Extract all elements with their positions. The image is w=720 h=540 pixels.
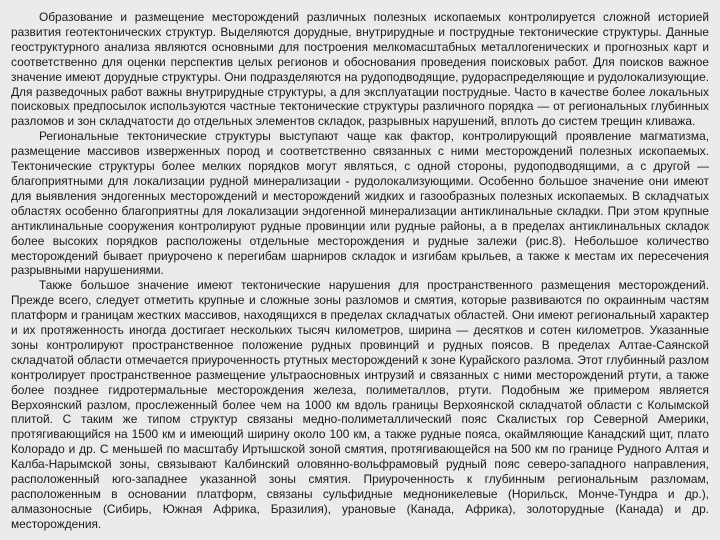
document-body [11, 10, 709, 532]
paragraph-3: Также большое значение имеют тектонические нарушения для пространственного размещения месторождений. Прежде всего, следует отметить крупные и сложные зоны разломов и смятия, которые развиваются по окраинным частям платформ и границам жестких массивов, находящихся в пределах складчатых областей. Они имеют региональный характер и их протяженность иногда достигает нескольких тысяч километров, ширина — десятков и сотен километров. Указанные зоны контролируют пространственное положение рудных провинций и рудных поясов. В пределах Алтае-Саянской складчатой области отмечается приуроченность ртутных месторождений к зоне Курайского разлома. Этот глубинный разлом контролирует пространственное размещение ультраосновных интрузий и связанных с ними месторождений ртути, а также более позднее гидротермальные месторождения железа, полиметаллов, ртути. Подобным же примером является Верхоянский разлом, прослеженный более чем на 1000 км вдоль границы Верхоянской складчатой области с Колымской плитой. С таким же типом структур связаны медно-полиметаллический пояс Скалистых гор Северной Америки, протягивающийся на 1500 км и имеющий ширину около 100 км, а также рудные пояса, окаймляющие Канадский щит, плато Колорадо и др. С меньшей по масштабу Иртышской зоной смятия, протягивающейся на 500 км по границе Рудного Алтая и Калба-Нарымской зоны, связывают Калбинский оловянно-вольфрамовый рудный пояс северо-западного направления, расположенный юго-западнее указанной зоны смятия. Приуроченность к глубинным региональным разломам, расположенным в основании платформ, связаны сульфидные медноникелевые (Норильск, Монче-Тундра и др.), алмазоносные (Сибирь, Южная Африка, Бразилия), урановые (Канада, Африка), золоторудные (Канада) и др. месторождения. [11, 278, 709, 531]
paragraph-1: Образование и размещение месторождений различных полезных ископаемых контролируется сложной историей развития геотектонических структур. Выделяются дорудные, внутрирудные и пострудные тектонические структуры. Данные геоструктурного анализа являются основными для построения мелкомасштабных металлогенических и прогнозных карт и соответственно для оценки перспектив целых регионов и обоснования проведения поисковых работ. Для поисков важное значение имеют дорудные структуры. Они подразделяются на рудоподводящие, рудораспределяющие и рудолокализующие. Для разведочных работ важны внутрирудные структуры, а для эксплуатации пострудные. Часто в качестве более локальных поисковых предпосылок используются частные тектонические структуры различного порядка — от региональных глубинных разломов и зон складчатости до отдельных элементов складок, разрывных нарушений, вплоть до систем трещин кливажа. [11, 10, 709, 129]
paragraph-2: Региональные тектонические структуры выступают чаще как фактор, контролирующий проявление магматизма, размещение массивов изверженных пород и соответственно связанных с ними месторождений полезных ископаемых. Тектонические структуры более мелких порядков могут являться, с одной стороны, рудоподводящими, а с другой — благоприятными для локализации рудной минерализации - рудолокализующими. Особенно большое значение они имеют для выявления эндогенных месторождений и месторождений жидких и газообразных полезных ископаемых. В складчатых областях особенно благоприятны для локализации эндогенной минерализации антиклинальные складки. При этом крупные антиклинальные сооружения контролируют рудные провинции или рудные районы, а в пределах антиклинальных складок более высоких порядков расположены отдельные месторождения и рудные залежи (рис.8). Небольшое количество месторождений бывает приурочено к перегибам шарниров складок и изгибам крыльев, а также к местам их пересечения разрывными нарушениями. [11, 129, 709, 278]
